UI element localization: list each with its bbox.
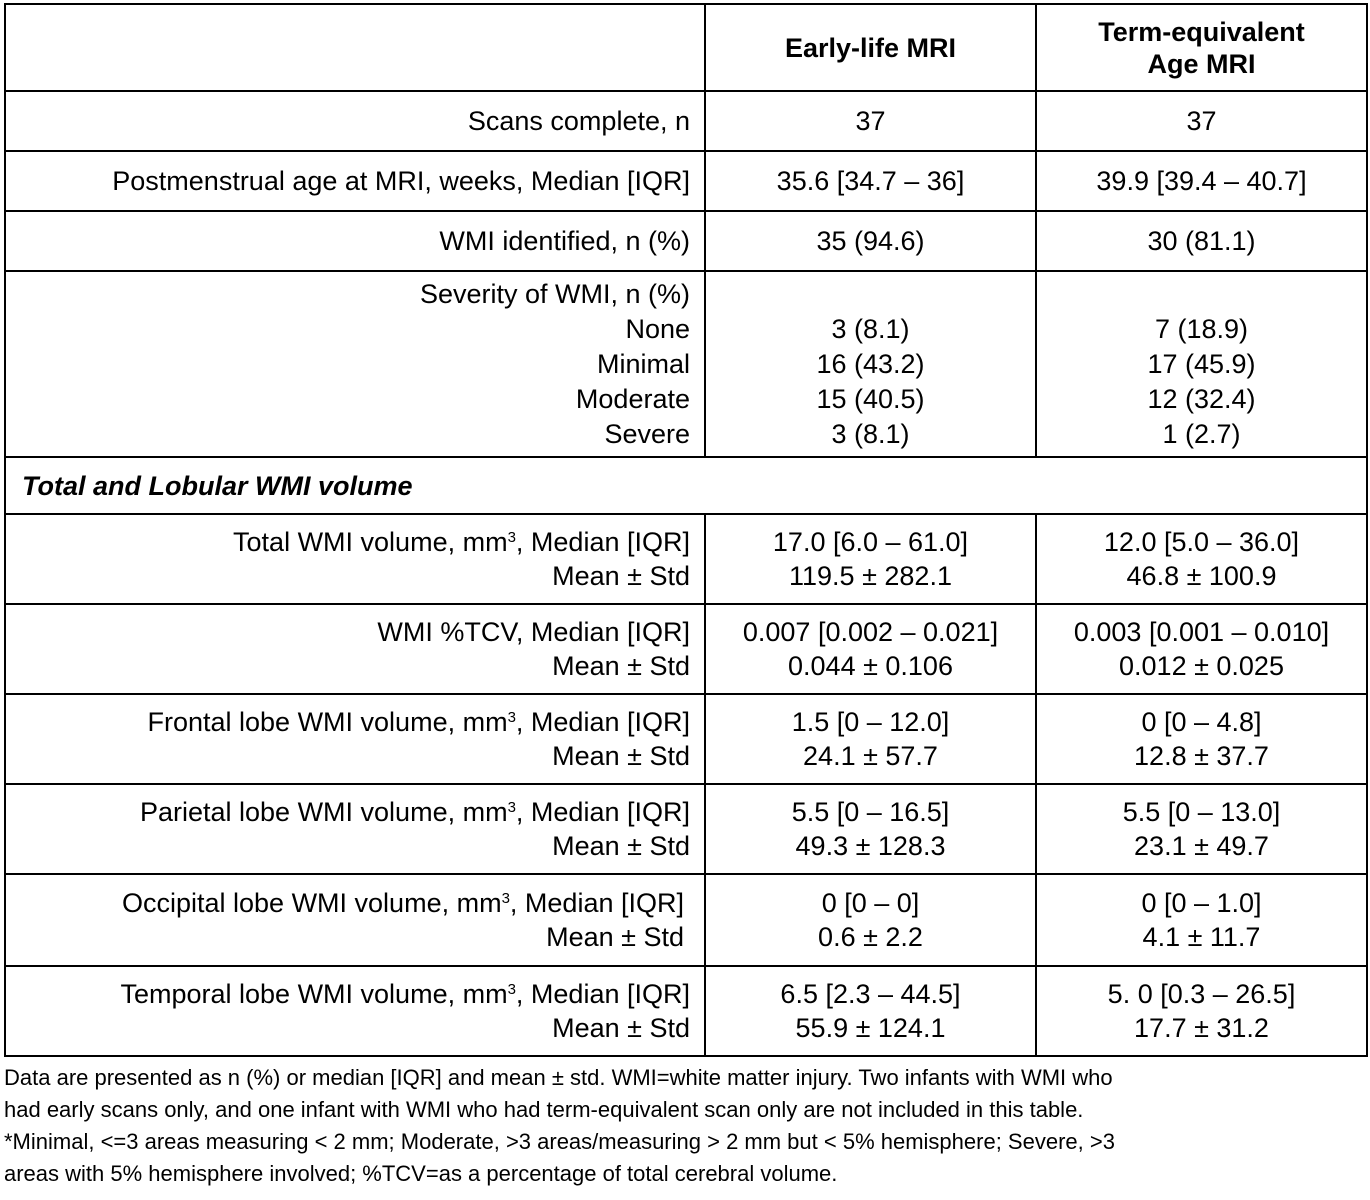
occipital-early2: 0.6 ± 2.2 [818,922,923,952]
frontal-label-sup: 3 [507,709,516,726]
tcv-early1: 0.007 [0.002 – 0.021] [742,617,999,647]
parietal-term2: 23.1 ± 49.7 [1134,831,1269,861]
severity-minimal-term: 17 (45.9) [1147,348,1256,379]
severity-severe-early: 3 (8.1) [831,418,910,449]
parietal-term1: 5.5 [0 – 13.0] [1122,797,1281,827]
parietal-label2: Mean ± Std [552,831,690,861]
severity-moderate-label: Moderate [575,383,690,414]
table-row [5,271,1367,457]
table-footnote [4,1062,1366,1190]
value-frontal-term [1036,694,1367,784]
tcv-label2: Mean ± Std [552,651,690,681]
table-row [5,694,1367,784]
table-row [5,151,1367,211]
occipital-early1: 0 [0 – 0] [821,888,920,918]
total-label-b: , Median [IQR] [515,527,690,557]
occipital-label-sup: 3 [501,890,510,907]
value-temporal-term [1036,966,1367,1056]
parietal-early2: 49.3 ± 128.3 [795,831,946,861]
temporal-label-b: , Median [IQR] [515,979,690,1009]
row-label-scans: Scans complete, n [5,91,705,151]
tcv-early2: 0.044 ± 0.106 [788,651,953,681]
occipital-term2: 4.1 ± 11.7 [1142,922,1261,952]
severity-minimal-label: Minimal [596,348,690,379]
table-row [5,211,1367,271]
value-scans-term: 37 [1036,91,1367,151]
value-total-term [1036,514,1367,604]
row-label-severity [5,271,705,457]
row-label-temporal [5,966,705,1056]
table-row [5,784,1367,874]
frontal-term2: 12.8 ± 37.7 [1134,741,1269,771]
total-term2: 46.8 ± 100.9 [1126,561,1277,591]
temporal-label-sup: 3 [507,981,516,998]
value-severity-term [1036,271,1367,457]
value-pma-term: 39.9 [39.4 – 40.7] [1036,151,1367,211]
table-row [5,514,1367,604]
severity-none-label: None [625,313,690,344]
value-severity-early [705,271,1036,457]
row-label-parietal [5,784,705,874]
value-parietal-early [705,784,1036,874]
header-row [5,4,1367,91]
row-label-total [5,514,705,604]
footnote-line2: had early scans only, and one infant with WMI who had term-equivalent scan only are not included in this table. [4,1097,1084,1122]
value-frontal-early [705,694,1036,784]
frontal-label-a: Frontal lobe WMI volume, mm [147,707,508,737]
section-title: Total and Lobular WMI volume [5,457,1367,514]
tcv-term1: 0.003 [0.001 – 0.010] [1073,617,1330,647]
header-term-equivalent-mri [1036,4,1367,91]
table-row [5,91,1367,151]
table-row [5,874,1367,966]
value-wmi-identified-early: 35 (94.6) [705,211,1036,271]
total-label2: Mean ± Std [552,561,690,591]
total-term1: 12.0 [5.0 – 36.0] [1103,527,1300,557]
occipital-label-b: , Median [IQR] [509,888,684,918]
total-early1: 17.0 [6.0 – 61.0] [772,527,969,557]
value-pma-early: 35.6 [34.7 – 36] [705,151,1036,211]
occipital-label2: Mean ± Std [546,922,684,952]
header-empty-cell [5,4,705,91]
value-tcv-term [1036,604,1367,694]
parietal-label-b: , Median [IQR] [515,797,690,827]
row-label-frontal [5,694,705,784]
value-parietal-term [1036,784,1367,874]
row-label-wmi-identified: WMI identified, n (%) [5,211,705,271]
value-scans-early: 37 [705,91,1036,151]
frontal-early1: 1.5 [0 – 12.0] [791,707,950,737]
table-row [5,966,1367,1056]
severity-severe-term: 1 (2.7) [1162,418,1241,449]
temporal-early1: 6.5 [2.3 – 44.5] [780,979,961,1009]
occipital-label-a: Occipital lobe WMI volume, mm [121,888,502,918]
parietal-label-a: Parietal lobe WMI volume, mm [139,797,508,827]
header-term-line1: Term-equivalent [1098,16,1305,47]
value-occipital-early [705,874,1036,966]
value-total-early [705,514,1036,604]
row-label-occipital [5,874,705,966]
row-label-pma: Postmenstrual age at MRI, weeks, Median [IQR] [5,151,705,211]
temporal-label2: Mean ± Std [552,1013,690,1043]
temporal-term2: 17.7 ± 31.2 [1134,1013,1269,1043]
severity-none-term: 7 (18.9) [1154,313,1249,344]
parietal-early1: 5.5 [0 – 16.5] [791,797,950,827]
parietal-label-sup: 3 [507,799,516,816]
frontal-early2: 24.1 ± 57.7 [803,741,938,771]
value-occipital-term [1036,874,1367,966]
value-temporal-early [705,966,1036,1056]
section-header-row [5,457,1367,514]
severity-moderate-term: 12 (32.4) [1147,383,1256,414]
footnote-line3: *Minimal, <=3 areas measuring < 2 mm; Moderate, >3 areas/measuring > 2 mm but < 5% hemisphere; Severe, >3 [4,1129,1115,1154]
temporal-early2: 55.9 ± 124.1 [795,1013,946,1043]
value-wmi-identified-term: 30 (81.1) [1036,211,1367,271]
value-tcv-early [705,604,1036,694]
table-row [5,604,1367,694]
header-early-life-mri: Early-life MRI [705,4,1036,91]
tcv-label: WMI %TCV, Median [IQR] [377,617,690,647]
severity-moderate-early: 15 (40.5) [816,383,925,414]
frontal-term1: 0 [0 – 4.8] [1141,707,1262,737]
severity-severe-label: Severe [604,418,690,449]
severity-title: Severity of WMI, n (%) [419,278,690,309]
footnote-line1: Data are presented as n (%) or median [IQR] and mean ± std. WMI=white matter injury. Two infants with WMI who [4,1065,1113,1090]
total-label-sup: 3 [507,529,516,546]
severity-none-early: 3 (8.1) [831,313,910,344]
frontal-label2: Mean ± Std [552,741,690,771]
total-label-a: Total WMI volume, mm [233,527,508,557]
header-term-line2: Age MRI [1147,48,1256,79]
tcv-term2: 0.012 ± 0.025 [1119,651,1284,681]
wmi-results-table [4,3,1368,1057]
total-early2: 119.5 ± 282.1 [789,561,952,591]
severity-minimal-early: 16 (43.2) [816,348,925,379]
temporal-label-a: Temporal lobe WMI volume, mm [120,979,508,1009]
frontal-label-b: , Median [IQR] [515,707,690,737]
row-label-tcv [5,604,705,694]
temporal-term1: 5. 0 [0.3 – 26.5] [1107,979,1296,1009]
footnote-line4: areas with 5% hemisphere involved; %TCV=as a percentage of total cerebral volume. [4,1161,838,1186]
occipital-term1: 0 [0 – 1.0] [1141,888,1262,918]
